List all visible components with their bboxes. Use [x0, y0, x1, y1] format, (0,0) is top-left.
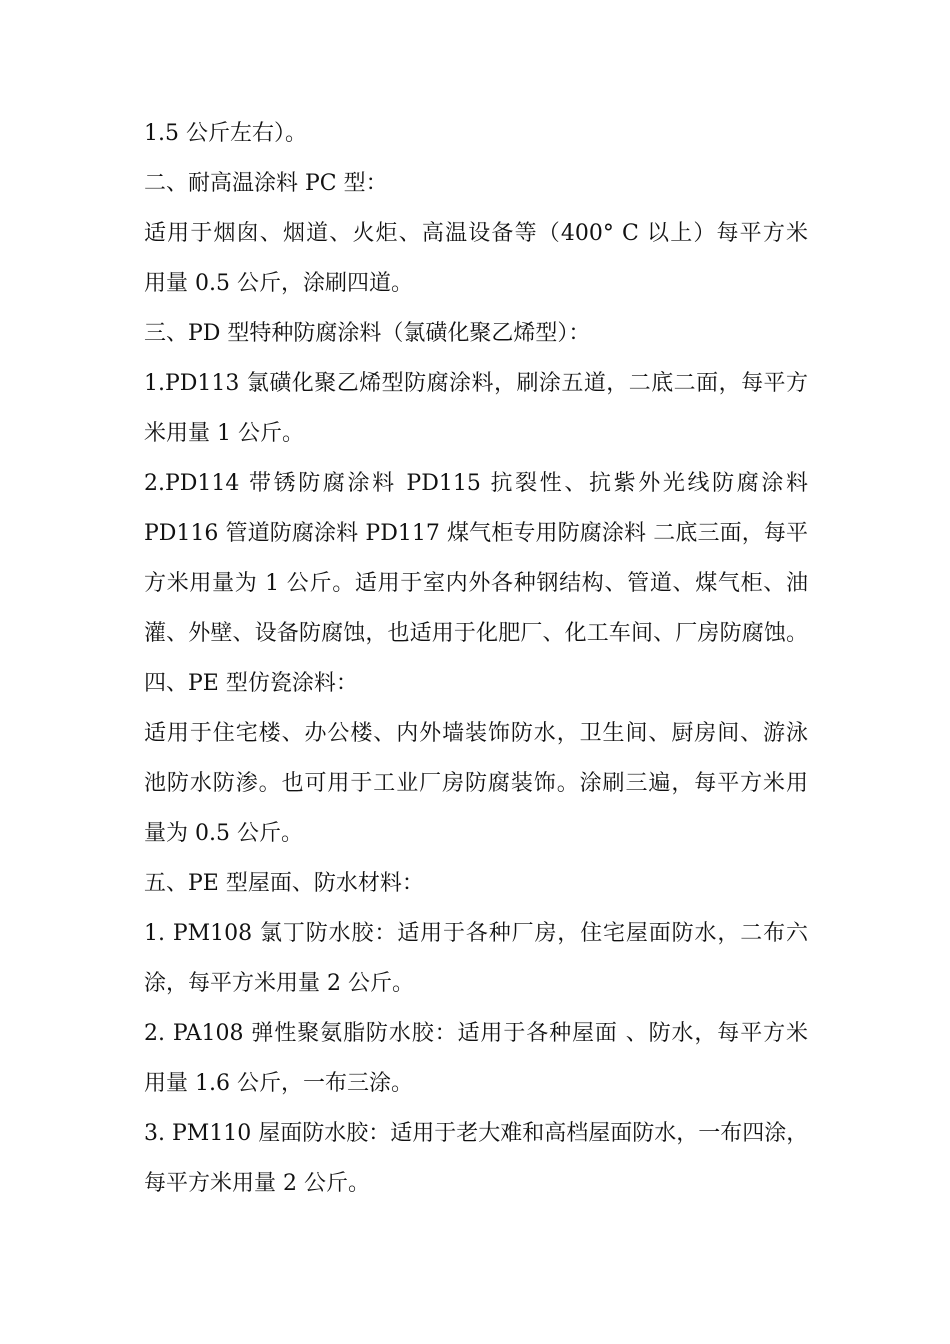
text-line: 灌、外壁、设备防腐蚀，也适用于化肥厂、化工车间、厂房防腐蚀。 [144, 621, 808, 646]
text-line: 池防水防渗。也可用于工业厂房防腐装饰。涂刷三遍，每平方米用 [144, 771, 808, 796]
text-line: 2. PA108 弹性聚氨脂防水胶：适用于各种屋面 、防水，每平方米 [144, 1021, 808, 1046]
section-heading: 二、耐高温涂料 PC 型： [144, 171, 388, 196]
text-line: 适用于住宅楼、办公楼、内外墙装饰防水，卫生间、厨房间、游泳 [144, 721, 808, 746]
text-line: 用量 1.6 公斤，一布三涂。 [144, 1071, 413, 1096]
text-line: 量为 0.5 公斤。 [144, 821, 303, 846]
text-line: 每平方米用量 2 公斤。 [144, 1171, 370, 1196]
text-line: 用量 0.5 公斤，涂刷四道。 [144, 271, 413, 296]
section-heading: 三、PD 型特种防腐涂料（氯磺化聚乙烯型）： [144, 321, 591, 346]
text-line: 适用于烟囱、烟道、火炬、高温设备等（400° C 以上）每平方米 [144, 221, 808, 246]
section-heading: 五、PE 型屋面、防水材料： [144, 871, 424, 896]
text-line: 方米用量为 1 公斤。适用于室内外各种钢结构、管道、煤气柜、油 [144, 571, 808, 596]
text-line: 涂，每平方米用量 2 公斤。 [144, 971, 414, 996]
text-line: 1.5 公斤左右）。 [144, 121, 307, 146]
text-line: 3. PM110 屋面防水胶：适用于老大难和高档屋面防水，一布四涂， [144, 1121, 808, 1146]
text-line: 米用量 1 公斤。 [144, 421, 304, 446]
section-heading: 四、PE 型仿瓷涂料： [144, 671, 358, 696]
text-line: PD116 管道防腐涂料 PD117 煤气柜专用防腐涂料 二底三面，每平 [144, 521, 808, 546]
text-line: 1.PD113 氯磺化聚乙烯型防腐涂料，刷涂五道，二底二面，每平方 [144, 371, 808, 396]
text-line: 1. PM108 氯丁防水胶：适用于各种厂房，住宅屋面防水，二布六 [144, 921, 808, 946]
text-line: 2.PD114 带锈防腐涂料 PD115 抗裂性、抗紫外光线防腐涂料 [144, 471, 808, 496]
